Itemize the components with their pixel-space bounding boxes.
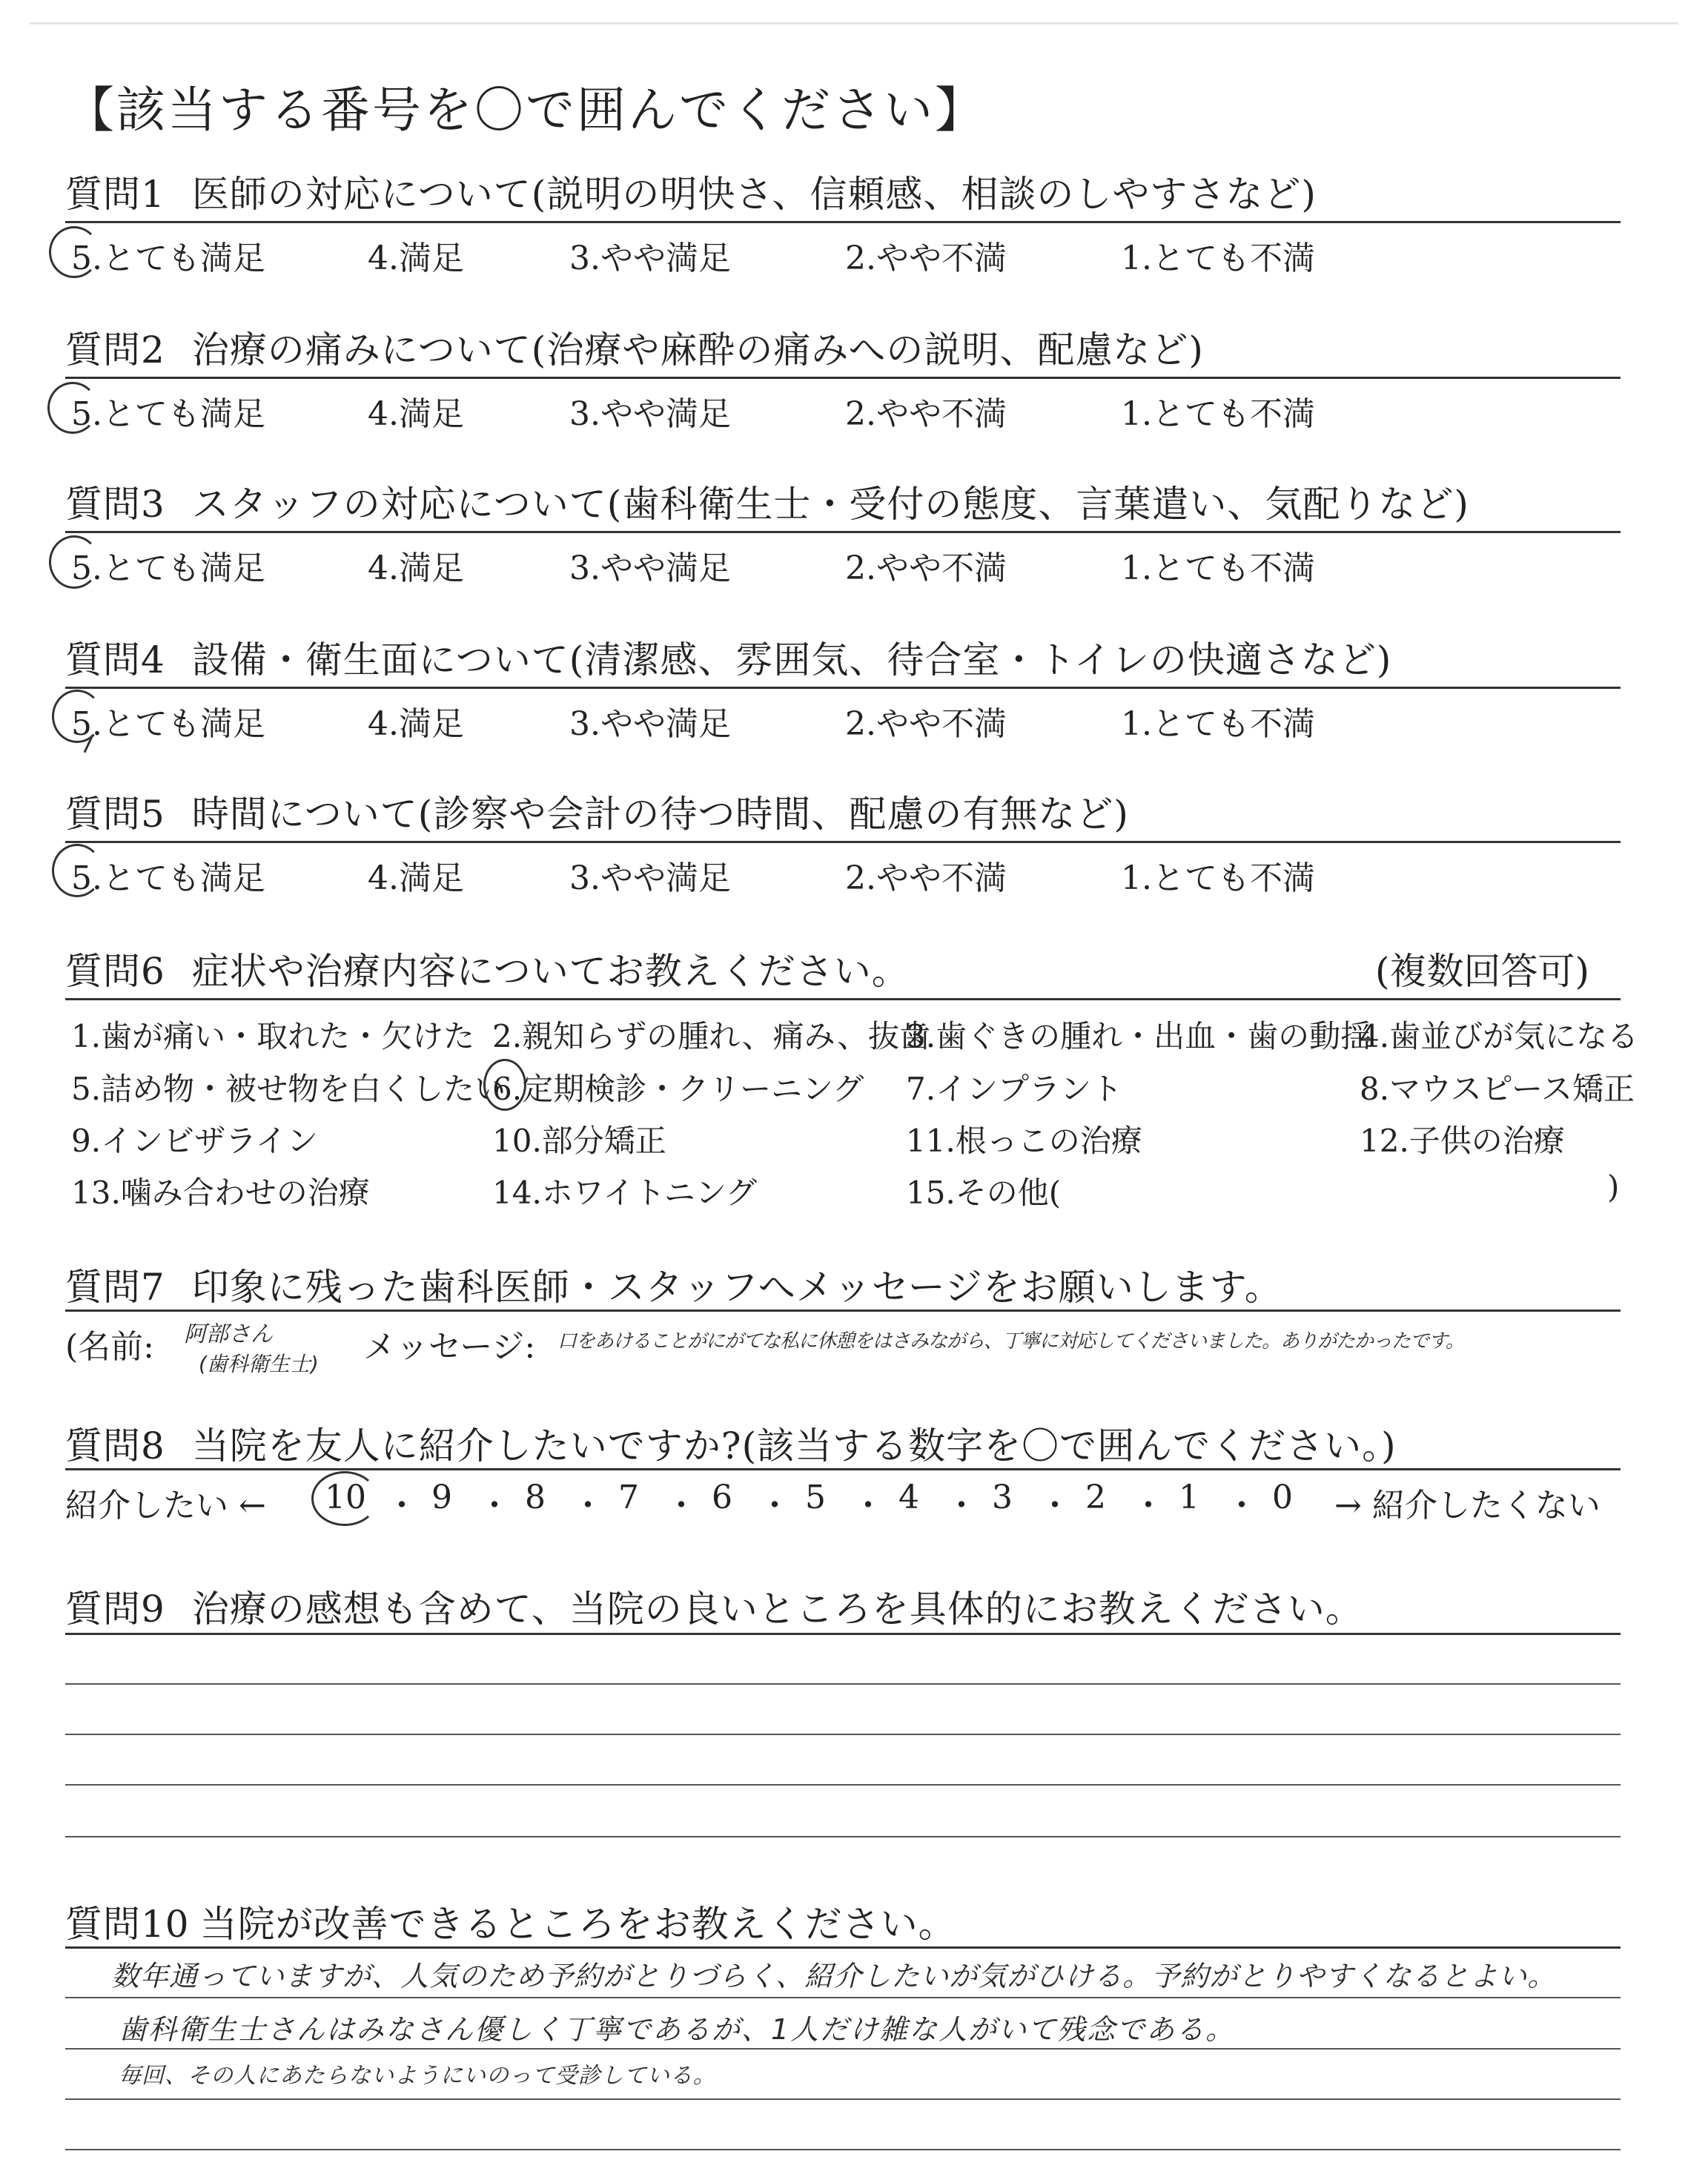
question-number: 質問7 bbox=[65, 1266, 165, 1309]
option-2[interactable]: 2.やや不満 bbox=[845, 395, 1007, 433]
question-rule bbox=[65, 377, 1621, 379]
question-1 bbox=[65, 165, 1317, 218]
selection-circle bbox=[483, 1059, 526, 1111]
option-4[interactable]: 4.満足 bbox=[368, 859, 464, 897]
answer-line bbox=[65, 1683, 1621, 1685]
question-rule bbox=[65, 998, 1621, 1000]
question-rule bbox=[65, 221, 1621, 223]
improvement-answer-line-1: 数年通っていますが、人気のため予約がとりづらく、紹介したいが気がひける。予約がとりやすくなるとよい。 bbox=[111, 1960, 1557, 1992]
option-5[interactable]: 5.とても満足 bbox=[71, 705, 265, 743]
answer-line bbox=[65, 1997, 1621, 1998]
answer-line bbox=[65, 1784, 1621, 1786]
question-6 bbox=[65, 942, 910, 995]
improvement-answer-line-2: 歯科衛生士さんはみなさん優しく丁寧であるが、1人だけ雑な人がいて残念である。 bbox=[119, 2013, 1236, 2046]
symptom-option-15[interactable]: 15.その他( bbox=[906, 1175, 1062, 1211]
question-2 bbox=[65, 320, 1204, 374]
option-4[interactable]: 4.満足 bbox=[368, 240, 464, 277]
option-3[interactable]: 3.やや満足 bbox=[569, 240, 731, 277]
option-4[interactable]: 4.満足 bbox=[368, 549, 464, 587]
scale-8[interactable]: 8 bbox=[525, 1479, 546, 1516]
option-1[interactable]: 1.とても不満 bbox=[1121, 240, 1315, 277]
question-number: 質問4 bbox=[65, 638, 165, 681]
scale-separator: ・ bbox=[385, 1487, 418, 1525]
question-8 bbox=[65, 1416, 1397, 1470]
symptom-option-6[interactable]: 6.定期検診・クリーニング bbox=[492, 1071, 864, 1107]
option-3[interactable]: 3.やや満足 bbox=[569, 705, 731, 743]
scale-separator: ・ bbox=[665, 1487, 698, 1525]
scale-separator: ・ bbox=[478, 1487, 511, 1525]
symptom-option-12[interactable]: 12.子供の治療 bbox=[1360, 1123, 1565, 1159]
answer-line bbox=[65, 2098, 1621, 2100]
scale-0[interactable]: 0 bbox=[1272, 1479, 1293, 1516]
scale-7[interactable]: 7 bbox=[618, 1479, 639, 1516]
question-text: 設備・衛生面について(清潔感、雰囲気、待合室・トイレの快適さなど) bbox=[191, 638, 1392, 681]
question-text: 症状や治療内容についてお教えください。 bbox=[191, 950, 910, 993]
question-text: 医師の対応について(説明の明快さ、信頼感、相談のしやすさなど) bbox=[191, 173, 1317, 216]
scale-4[interactable]: 4 bbox=[898, 1479, 919, 1516]
scale-separator: ・ bbox=[1132, 1487, 1165, 1525]
scale-separator: ・ bbox=[945, 1487, 978, 1525]
recommend-left-label: 紹介したい ← bbox=[65, 1487, 266, 1525]
question-rule bbox=[65, 531, 1621, 533]
option-1[interactable]: 1.とても不満 bbox=[1121, 395, 1315, 433]
selection-circle bbox=[49, 226, 99, 278]
question-number: 質問1 bbox=[65, 173, 165, 216]
question-9 bbox=[65, 1579, 1363, 1633]
option-4[interactable]: 4.満足 bbox=[368, 395, 464, 433]
question-text: スタッフの対応について(歯科衛生士・受付の態度、言葉遣い、気配りなど) bbox=[191, 483, 1469, 526]
message-text: 口をあけることがにがてな私に休憩をはさみながら、丁寧に対応してくださいました。ありがたかったです。 bbox=[557, 1330, 1464, 1353]
scale-1[interactable]: 1 bbox=[1179, 1479, 1199, 1516]
question-10 bbox=[65, 1895, 956, 1948]
scale-10[interactable]: 10 bbox=[325, 1479, 366, 1516]
selection-circle bbox=[311, 1471, 378, 1526]
question-number: 質問2 bbox=[65, 328, 165, 371]
multiple-answers-note: (複数回答可) bbox=[1374, 950, 1589, 993]
question-rule bbox=[65, 1468, 1621, 1470]
question-text: 印象に残った歯科医師・スタッフへメッセージをお願いします。 bbox=[191, 1266, 1282, 1309]
question-number: 質問8 bbox=[65, 1424, 165, 1467]
selection-circle bbox=[52, 844, 102, 897]
question-text: 当院を友人に紹介したいですか?(該当する数字を〇で囲んでください。) bbox=[191, 1424, 1397, 1467]
question-3 bbox=[65, 475, 1469, 528]
question-4 bbox=[65, 630, 1391, 684]
option-3[interactable]: 3.やや満足 bbox=[569, 395, 731, 433]
symptom-option-11[interactable]: 11.根っこの治療 bbox=[906, 1123, 1142, 1159]
top-divider bbox=[30, 22, 1678, 24]
question-rule bbox=[65, 1309, 1621, 1312]
scale-separator: ・ bbox=[852, 1487, 884, 1525]
symptom-option-10[interactable]: 10.部分矯正 bbox=[492, 1123, 666, 1159]
symptom-option-4[interactable]: 4.歯並びが気になる bbox=[1360, 1018, 1639, 1054]
option-2[interactable]: 2.やや不満 bbox=[845, 859, 1007, 897]
symptom-option-7[interactable]: 7.インプラント bbox=[906, 1071, 1123, 1107]
symptom-option-9[interactable]: 9.インビザライン bbox=[71, 1123, 318, 1159]
option-5[interactable]: 5.とても満足 bbox=[71, 549, 265, 587]
symptom-option-8[interactable]: 8.マウスピース矯正 bbox=[1360, 1071, 1635, 1107]
scale-separator: ・ bbox=[1225, 1487, 1258, 1525]
symptom-option-2[interactable]: 2.親知らずの腫れ、痛み、抜歯 bbox=[492, 1018, 931, 1054]
option-1[interactable]: 1.とても不満 bbox=[1121, 705, 1315, 743]
question-5 bbox=[65, 785, 1129, 838]
answer-line bbox=[65, 1836, 1621, 1837]
option-1[interactable]: 1.とても不満 bbox=[1121, 549, 1315, 587]
message-label: メッセージ: bbox=[363, 1328, 536, 1366]
staff-role: (歯科衛生士) bbox=[199, 1352, 319, 1376]
scale-separator: ・ bbox=[758, 1487, 791, 1525]
option-2[interactable]: 2.やや不満 bbox=[845, 549, 1007, 587]
symptom-option-3[interactable]: 3.歯ぐきの腫れ・出血・歯の動揺 bbox=[906, 1018, 1372, 1054]
option-2[interactable]: 2.やや不満 bbox=[845, 240, 1007, 277]
question-number: 質問10 bbox=[65, 1903, 190, 1946]
selection-circle bbox=[52, 690, 102, 743]
question-rule bbox=[65, 687, 1621, 689]
option-5[interactable]: 5.とても満足 bbox=[71, 395, 265, 433]
scale-3[interactable]: 3 bbox=[992, 1479, 1013, 1516]
staff-name: 阿部さん bbox=[184, 1321, 273, 1347]
answer-line bbox=[65, 2048, 1621, 2050]
scale-9[interactable]: 9 bbox=[431, 1479, 452, 1516]
question-number: 質問9 bbox=[65, 1588, 165, 1631]
question-rule bbox=[65, 1946, 1621, 1949]
symptom-option-1[interactable]: 1.歯が痛い・取れた・欠けた bbox=[71, 1018, 475, 1054]
answer-line bbox=[65, 1734, 1621, 1735]
question-number: 質問5 bbox=[65, 793, 165, 836]
question-rule bbox=[65, 841, 1621, 843]
selection-circle bbox=[47, 382, 98, 434]
selection-circle bbox=[49, 535, 99, 589]
option-4[interactable]: 4.満足 bbox=[368, 705, 464, 743]
answer-line bbox=[65, 2149, 1621, 2150]
symptom-option-14[interactable]: 14.ホワイトニング bbox=[492, 1175, 758, 1211]
symptom-option-5[interactable]: 5.詰め物・被せ物を白くしたい bbox=[71, 1071, 506, 1107]
scale-2[interactable]: 2 bbox=[1085, 1479, 1106, 1516]
scale-5[interactable]: 5 bbox=[805, 1479, 826, 1516]
question-rule bbox=[65, 1633, 1621, 1635]
question-text: 治療の感想も含めて、当院の良いところを具体的にお教えください。 bbox=[191, 1588, 1363, 1631]
scale-separator: ・ bbox=[1039, 1487, 1071, 1525]
question-text: 治療の痛みについて(治療や麻酔の痛みへの説明、配慮など) bbox=[191, 328, 1204, 371]
option-5[interactable]: 5.とても満足 bbox=[71, 240, 265, 277]
page-title: 【該当する番号を〇で囲んでください】 bbox=[65, 82, 986, 139]
question-number: 質問6 bbox=[65, 950, 165, 993]
option-3[interactable]: 3.やや満足 bbox=[569, 549, 731, 587]
other-close-paren: ) bbox=[1607, 1169, 1620, 1205]
name-label: (名前: bbox=[65, 1328, 154, 1366]
scale-separator: ・ bbox=[572, 1487, 604, 1525]
option-5[interactable]: 5.とても満足 bbox=[71, 859, 265, 897]
question-text: 当院が改善できるところをお教えください。 bbox=[199, 1903, 956, 1946]
option-3[interactable]: 3.やや満足 bbox=[569, 859, 731, 897]
symptom-option-13[interactable]: 13.噛み合わせの治療 bbox=[71, 1175, 370, 1211]
option-1[interactable]: 1.とても不満 bbox=[1121, 859, 1315, 897]
question-text: 時間について(診察や会計の待つ時間、配慮の有無など) bbox=[191, 793, 1129, 836]
question-7 bbox=[65, 1258, 1282, 1311]
scale-6[interactable]: 6 bbox=[712, 1479, 732, 1516]
option-2[interactable]: 2.やや不満 bbox=[845, 705, 1007, 743]
recommend-right-label: → 紹介したくない bbox=[1334, 1487, 1601, 1525]
question-number: 質問3 bbox=[65, 483, 165, 526]
improvement-answer-line-3: 毎回、その人にあたらないようにいのって受診している。 bbox=[119, 2063, 716, 2089]
